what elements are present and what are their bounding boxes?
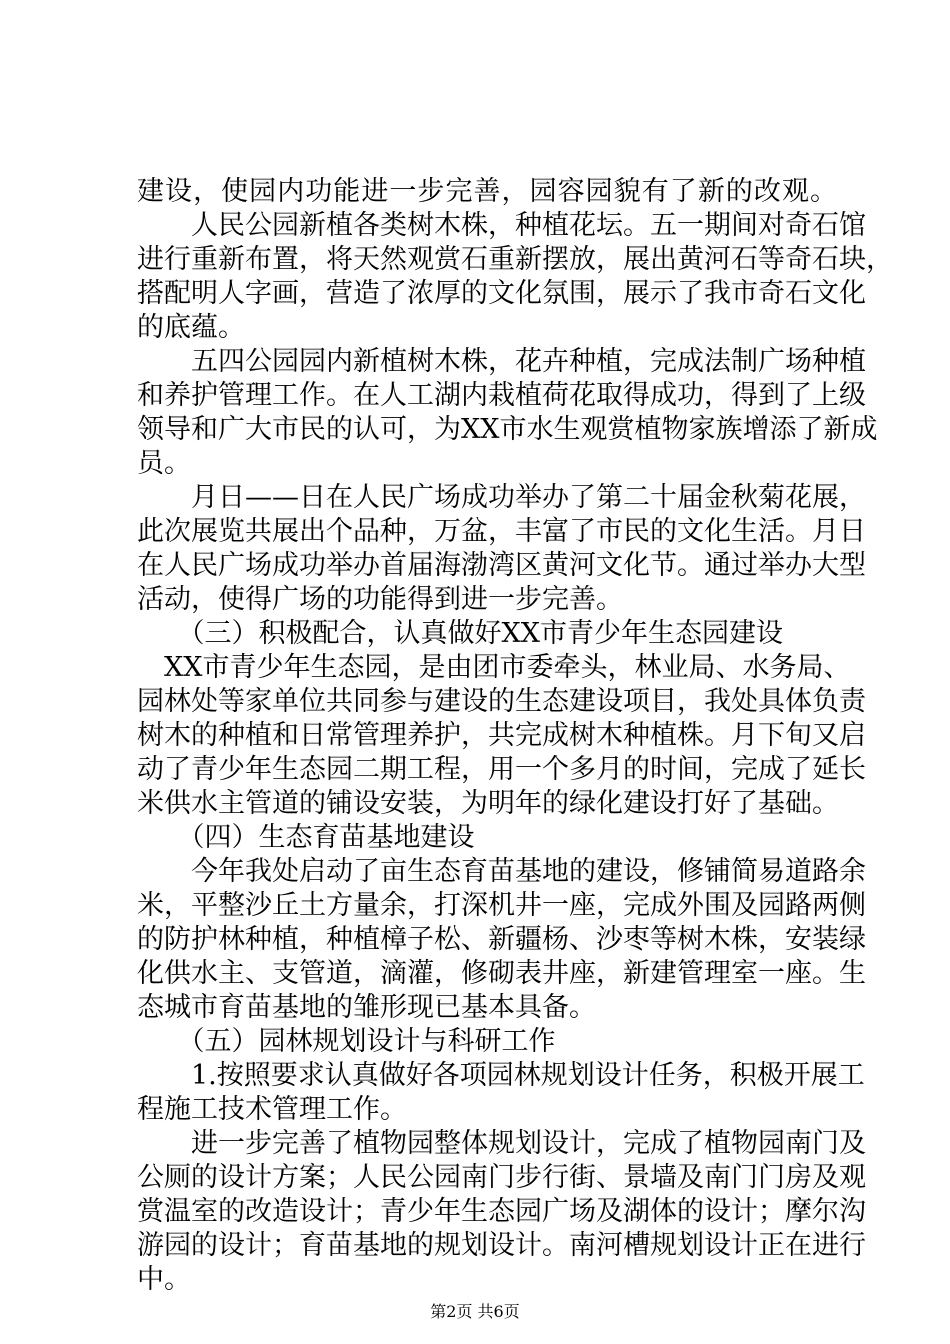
text-line: 五四公园园内新植树木株，花卉种植，完成法制广场种植: [137, 346, 866, 377]
text-line: 活动，使得广场的功能得到进一步完善。: [137, 584, 623, 615]
text-line: 米，平整沙丘土方量余，打深机井一座，完成外围及园路两侧: [137, 890, 866, 921]
text-line: 员。: [137, 448, 191, 479]
text-line: 搭配明人字画，营造了浓厚的文化氛围，展示了我市奇石文化: [137, 278, 866, 309]
text-line: 公厕的设计方案；人民公园南门步行街、景墙及南门门房及观: [137, 1162, 866, 1193]
text-line: 的防护林种植，种植樟子松、新疆杨、沙枣等树木株，安装绿: [137, 924, 866, 955]
text-line: XX市青少年生态园，是由团市委牵头，林业局、水务局、: [137, 652, 851, 683]
text-line: 进行重新布置，将天然观赏石重新摆放，展出黄河石等奇石块，: [137, 244, 893, 275]
text-line: 进一步完善了植物园整体规划设计，完成了植物园南门及: [137, 1128, 866, 1159]
text-line: 的底蕴。: [137, 312, 245, 343]
text-line: 在人民广场成功举办首届海渤湾区黄河文化节。通过举办大型: [137, 550, 866, 581]
text-line: 中。: [137, 1264, 191, 1295]
text-line: 态城市育苗基地的雏形现已基本具备。: [137, 992, 596, 1023]
text-line: 人民公园新植各类树木株，种植花坛。五一期间对奇石馆: [137, 210, 866, 241]
page-footer: 第2页 共6页: [430, 1302, 520, 1321]
text-line: 和养护管理工作。在人工湖内栽植荷花取得成功，得到了上级: [137, 380, 866, 411]
text-line: 赏温室的改造设计；青少年生态园广场及湖体的设计；摩尔沟: [137, 1196, 866, 1227]
text-line: 1.按照要求认真做好各项园林规划设计任务，积极开展工: [137, 1060, 865, 1091]
text-line: 树木的种植和日常管理养护，共完成树木种植株。月下旬又启: [137, 720, 866, 751]
text-line: 月日——日在人民广场成功举办了第二十届金秋菊花展，: [137, 482, 866, 513]
text-line: 程施工技术管理工作。: [137, 1094, 407, 1125]
text-line: 建设，使园内功能进一步完善，园容园貌有了新的改观。: [137, 176, 837, 207]
text-line: 园林处等家单位共同参与建设的生态建设项目，我处具体负责: [137, 686, 866, 717]
text-line: 此次展览共展出个品种，万盆，丰富了市民的文化生活。月日: [137, 516, 866, 547]
text-line: 领导和广大市民的认可，为XX市水生观赏植物家族增添了新成: [137, 414, 878, 445]
text-line: 游园的设计；育苗基地的规划设计。南河槽规划设计正在进行: [137, 1230, 866, 1261]
section-heading: （四）生态育苗基地建设: [137, 822, 475, 853]
section-heading: （五）园林规划设计与科研工作: [137, 1026, 556, 1057]
text-line: 今年我处启动了亩生态育苗基地的建设，修铺简易道路余: [137, 856, 866, 887]
text-line: 化供水主、支管道，滴灌，修砌表井座，新建管理室一座。生: [137, 958, 866, 989]
text-line: 米供水主管道的铺设安装，为明年的绿化建设打好了基础。: [137, 788, 839, 819]
text-line: 动了青少年生态园二期工程，用一个多月的时间，完成了延长: [137, 754, 866, 785]
section-heading: （三）积极配合，认真做好XX市青少年生态园建设: [137, 618, 783, 649]
